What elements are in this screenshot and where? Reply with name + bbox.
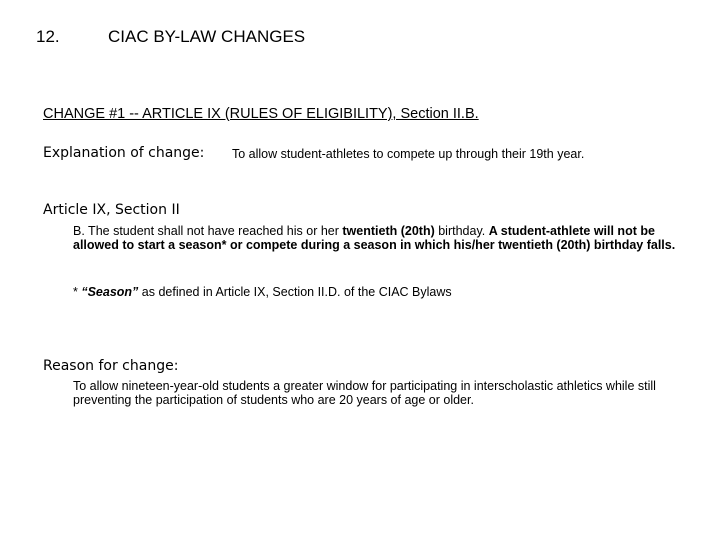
item-number: 12. <box>36 27 60 46</box>
paragraph-b-text-2: birthday. <box>434 224 489 238</box>
paragraph-b-text-1: B. The student shall not have reached his or her <box>73 224 343 238</box>
season-footnote <box>73 285 703 299</box>
explanation-text: To allow student-athletes to compete up through their 19th year. <box>232 147 585 161</box>
footnote-star: * <box>73 285 82 299</box>
footnote-text: as defined in Article IX, Section II.D. of the CIAC Bylaws <box>138 285 452 299</box>
reason-text: To allow nineteen-year-old students a greater window for participating in interscholastic athletics while still preventing the participation of students who are 20 years of age or older. <box>73 379 656 407</box>
paragraph-b-bold-1: twentieth (20th) <box>342 224 435 238</box>
change-heading: CHANGE #1 -- ARTICLE IX (RULES OF ELIGIBILITY), Section II.B. <box>43 106 479 122</box>
paragraph-b-bold-2: A student-athlete will not be allowed to start a season* or compete during a season in which his/her twentieth (20th) birthday falls. <box>73 224 676 252</box>
article-paragraph-b <box>73 224 703 252</box>
footnote-term: “Season” <box>81 285 139 299</box>
page-title: CIAC BY-LAW CHANGES <box>108 27 306 46</box>
reason-label: Reason for change: <box>43 358 179 374</box>
explanation-label: Explanation of change: <box>43 145 205 161</box>
article-heading: Article IX, Section II <box>43 202 180 218</box>
